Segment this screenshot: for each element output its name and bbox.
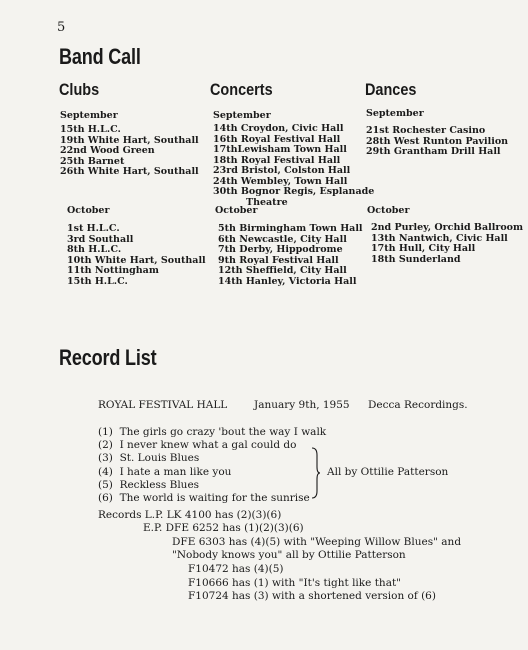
list-item: 28th West Runton Pavilion [366,135,509,147]
concerts-october-label: October [215,205,258,216]
band-call-title: Band Call [59,44,141,69]
track-item: (5) Reckless Blues [98,478,200,491]
list-item: 2nd Purley, Orchid Ballroom [371,222,524,233]
list-item: 14th Hanley, Victoria Hall [218,275,357,287]
dances-heading: Dances [365,80,417,99]
list-item: 18th Royal Festival Hall [213,154,341,166]
clubs-october-list [67,224,206,287]
list-item: 22nd Wood Green [60,145,155,156]
list-item: 6th Newcastle, City Hall [218,233,347,245]
dances-september-label: September [366,108,424,119]
list-item: 5th Birmingham Town Hall [218,223,363,234]
record-venue: ROYAL FESTIVAL HALL [98,399,228,411]
list-item: 18th Sunderland [371,253,461,265]
list-item: 9th Royal Festival Hall [218,254,339,266]
concerts-september-list [213,124,374,208]
clubs-heading: Clubs [59,80,100,99]
list-item: 3rd Southall [67,233,134,245]
dances-october-label: October [367,205,410,216]
list-item: 19th White Hart, Southall [60,134,199,146]
list-item: 26th White Hart, Southall [60,166,199,177]
list-item: 17thLewisham Town Hall [213,144,347,155]
list-item: 7th Derby, Hippodrome [218,244,343,255]
bracket-icon [311,447,321,499]
record-list-title: Record List [59,345,157,370]
track-item: (1) The girls go crazy 'bout the way I walk [98,426,327,438]
list-item: 11th Nottingham [67,265,159,276]
record-line-2: E.P. DFE 6252 has (1)(2)(3)(6) [143,522,304,534]
clubs-october-label: October [67,205,110,216]
track-list [98,426,326,505]
track-item: (2) I never knew what a gal could do [98,439,297,452]
list-item: 1st H.L.C. [67,223,120,234]
dances-september-list [366,126,508,158]
list-item: 13th Nantwich, Civic Hall [371,232,508,244]
dances-october-list [371,223,523,265]
list-item: 8th H.L.C. [67,244,122,255]
bracket-note: All by Ottilie Patterson [327,466,449,478]
list-item: 25th Barnet [60,155,125,167]
list-item: 30th Bognor Regis, Esplanade [213,186,375,197]
list-item: 24th Wembley, Town Hall [213,175,348,187]
list-item: 10th White Hart, Southall [67,254,206,266]
track-item: (6) The world is waiting for the sunrise [98,492,310,505]
list-item: 23rd Bristol, Colston Hall [213,165,351,176]
page-number: 5 [57,20,66,35]
record-line-6: F10666 has (1) with "It's tight like that" [188,577,401,589]
list-item: 16th Royal Festival Hall [213,133,341,145]
list-item: Theatre [246,196,288,208]
record-line-4: "Nobody knows you" all by Ottilie Patterson [172,549,406,561]
bracket [311,447,321,501]
list-item: 15th H.L.C. [60,124,121,135]
record-label: Decca Recordings. [368,399,468,411]
list-item: 15th H.L.C. [67,275,128,287]
concerts-october-list [218,224,363,287]
record-line-1: Records L.P. LK 4100 has (2)(3)(6) [98,509,282,521]
record-line-5: F10472 has (4)(5) [188,563,284,575]
clubs-september-label: September [60,110,118,121]
record-date: January 9th, 1955 [254,399,350,411]
list-item: 12th Sheffield, City Hall [218,265,347,276]
track-item: (4) I hate a man like you [98,465,232,478]
record-line-7: F10724 has (3) with a shortened version of (6) [188,590,436,602]
track-item: (3) St. Louis Blues [98,452,200,465]
clubs-september-list [60,125,199,178]
concerts-september-label: September [213,110,271,121]
record-line-3: DFE 6303 has (4)(5) with "Weeping Willow Blues" and [172,536,462,548]
list-item: 21st Rochester Casino [366,125,486,136]
concerts-heading: Concerts [210,80,273,99]
list-item: 14th Croydon, Civic Hall [213,123,344,134]
list-item: 29th Grantham Drill Hall [366,146,501,157]
list-item: 17th Hull, City Hall [371,243,476,254]
